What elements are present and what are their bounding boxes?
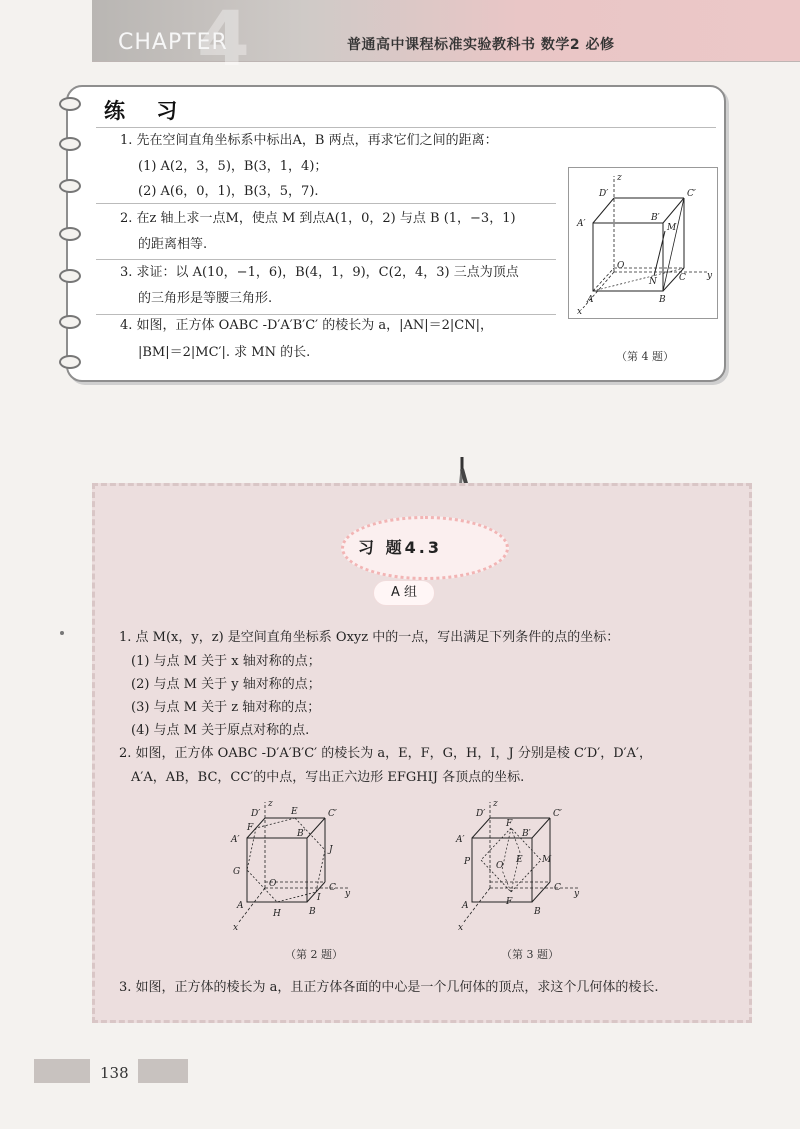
fig2-label: B′ bbox=[297, 829, 306, 839]
fig3-label: P bbox=[464, 857, 471, 867]
fig4-label: z bbox=[617, 173, 622, 183]
chapter-label: CHAPTER bbox=[118, 30, 228, 55]
fig3-label: z bbox=[493, 799, 498, 809]
fig2-label: O bbox=[269, 879, 277, 889]
fig3-label: C′ bbox=[553, 809, 562, 819]
fig2-label: y bbox=[345, 889, 351, 899]
exercise-q1-part2: (2) 与点 M 关于 y 轴对称的点； bbox=[131, 677, 321, 692]
binder-ring-icon bbox=[59, 179, 81, 193]
fig3-label: B′ bbox=[522, 829, 531, 839]
exercise-section bbox=[92, 483, 752, 1023]
fig2-label: B bbox=[309, 907, 316, 917]
fig3-label: x bbox=[458, 923, 464, 933]
chapter-header bbox=[92, 0, 800, 83]
exercise-q3: 3. 如图，正方体的棱长为 a，且正方体各面的中心是一个几何体的顶点，求这个几何体的棱长. bbox=[119, 980, 659, 995]
fig3-label: y bbox=[574, 889, 580, 899]
fig4-label: A′ bbox=[577, 219, 586, 229]
fig2-label: z bbox=[268, 799, 273, 809]
fig2-label: C bbox=[329, 883, 336, 893]
practice-q3-cont: 的三角形是等腰三角形. bbox=[138, 291, 273, 306]
rule-line bbox=[96, 314, 556, 315]
exercise-q1-part4: (4) 与点 M 关于原点对称的点. bbox=[131, 723, 310, 738]
fig4-label: D′ bbox=[599, 189, 609, 199]
fig2-label: A bbox=[237, 901, 244, 911]
fig2-label: D′ bbox=[251, 809, 261, 819]
fig4-label: M bbox=[667, 223, 677, 233]
fig2-label: x bbox=[233, 923, 239, 933]
fig3-label: D′ bbox=[476, 809, 486, 819]
fig2-label: I bbox=[317, 893, 321, 903]
binder-ring-icon bbox=[59, 355, 81, 369]
exercise-q1: 1. 点 M(x，y，z) 是空间直角坐标系 Oxyz 中的一点，写出满足下列条件的点的坐标： bbox=[119, 630, 620, 645]
fig3-label: A′ bbox=[456, 835, 465, 845]
fig2-label: C′ bbox=[328, 809, 337, 819]
figure-2-caption: （第 2 题） bbox=[285, 948, 343, 961]
group-label: A 组 bbox=[373, 580, 435, 606]
margin-bullet bbox=[60, 631, 64, 635]
binder-ring-icon bbox=[59, 269, 81, 283]
practice-title: 练 习 bbox=[104, 99, 190, 123]
fig3-label: A bbox=[462, 901, 469, 911]
page-number: 138 bbox=[100, 1064, 129, 1082]
fig3-label: C bbox=[554, 883, 561, 893]
exercise-q1-part3: (3) 与点 M 关于 z 轴对称的点； bbox=[131, 700, 321, 715]
fig4-label: O bbox=[617, 261, 625, 271]
rule-line bbox=[96, 259, 556, 260]
exercise-q2: 2. 如图，正方体 OABC -D′A′B′C′ 的棱长为 a，E，F，G，H，I，J 分别是棱 C′D′，D′A′， bbox=[119, 746, 652, 761]
fig2-label: E bbox=[291, 807, 298, 817]
rule-line bbox=[96, 127, 716, 128]
binder-ring-icon bbox=[59, 137, 81, 151]
figure-3-cube bbox=[450, 796, 585, 936]
fig3-label: B bbox=[534, 907, 541, 917]
exercise-title: 习 题4.3 bbox=[358, 538, 442, 557]
figure-2-cube bbox=[225, 796, 355, 936]
fig2-label: A′ bbox=[231, 835, 240, 845]
book-title: 普通高中课程标准实验教科书 数学2 必修 bbox=[347, 37, 615, 53]
practice-q1-part2: (2) A(6，0，1)，B(3，5，7). bbox=[138, 184, 319, 199]
footer-bar bbox=[34, 1059, 90, 1083]
practice-q1: 1. 先在空间直角坐标系中标出A，B 两点，再求它们之间的距离： bbox=[120, 133, 498, 148]
exercise-q1-part1: (1) 与点 M 关于 x 轴对称的点； bbox=[131, 654, 321, 669]
figure-4-cube bbox=[568, 167, 718, 319]
fig4-label: C bbox=[679, 273, 686, 283]
fig3-label: E bbox=[516, 855, 523, 865]
fig4-label: y bbox=[707, 271, 713, 281]
fig3-label: F bbox=[506, 897, 513, 907]
fig4-label: x bbox=[577, 307, 583, 317]
fig2-label: F bbox=[247, 823, 254, 833]
chapter-number: 4 bbox=[197, 0, 250, 83]
practice-q1-part1: (1) A(2，3，5)，B(3，1，4)； bbox=[138, 159, 328, 174]
binder-ring-icon bbox=[59, 227, 81, 241]
fig2-label: H bbox=[273, 909, 281, 919]
fig4-label: A bbox=[587, 295, 594, 305]
figure-4-caption: （第 4 题） bbox=[616, 350, 674, 363]
fig2-label: G bbox=[233, 867, 241, 877]
figure-3-caption: （第 3 题） bbox=[501, 948, 559, 961]
fig3-label: M bbox=[542, 855, 552, 865]
practice-q2-cont: 的距离相等. bbox=[138, 237, 208, 252]
footer-bar bbox=[138, 1059, 188, 1083]
practice-box bbox=[66, 85, 726, 382]
rule-line bbox=[96, 203, 556, 204]
practice-q2: 2. 在z 轴上求一点M，使点 M 到点A(1，0，2) 与点 B (1，−3，1) bbox=[120, 211, 516, 226]
fig4-label: B′ bbox=[651, 213, 660, 223]
fig4-label: B bbox=[659, 295, 666, 305]
fig3-label: O bbox=[496, 861, 504, 871]
fig2-label: J bbox=[329, 845, 333, 855]
practice-q3: 3. 求证：以 A(10，−1，6)，B(4，1，9)，C(2，4，3) 三点为顶点 bbox=[120, 265, 519, 280]
fig4-label: N bbox=[649, 277, 657, 287]
exercise-q2-cont: A′A，AB，BC，CC′的中点，写出正六边形 EFGHIJ 各顶点的坐标. bbox=[131, 770, 525, 785]
fig4-label: C′ bbox=[687, 189, 696, 199]
binder-ring-icon bbox=[59, 97, 81, 111]
practice-q4-cont: |BM|＝2|MC′|. 求 MN 的长. bbox=[138, 345, 311, 360]
practice-q4: 4. 如图，正方体 OABC -D′A′B′C′ 的棱长为 a，|AN|＝2|CN|， bbox=[120, 318, 493, 333]
fig3-label: F bbox=[506, 819, 513, 829]
binder-ring-icon bbox=[59, 315, 81, 329]
